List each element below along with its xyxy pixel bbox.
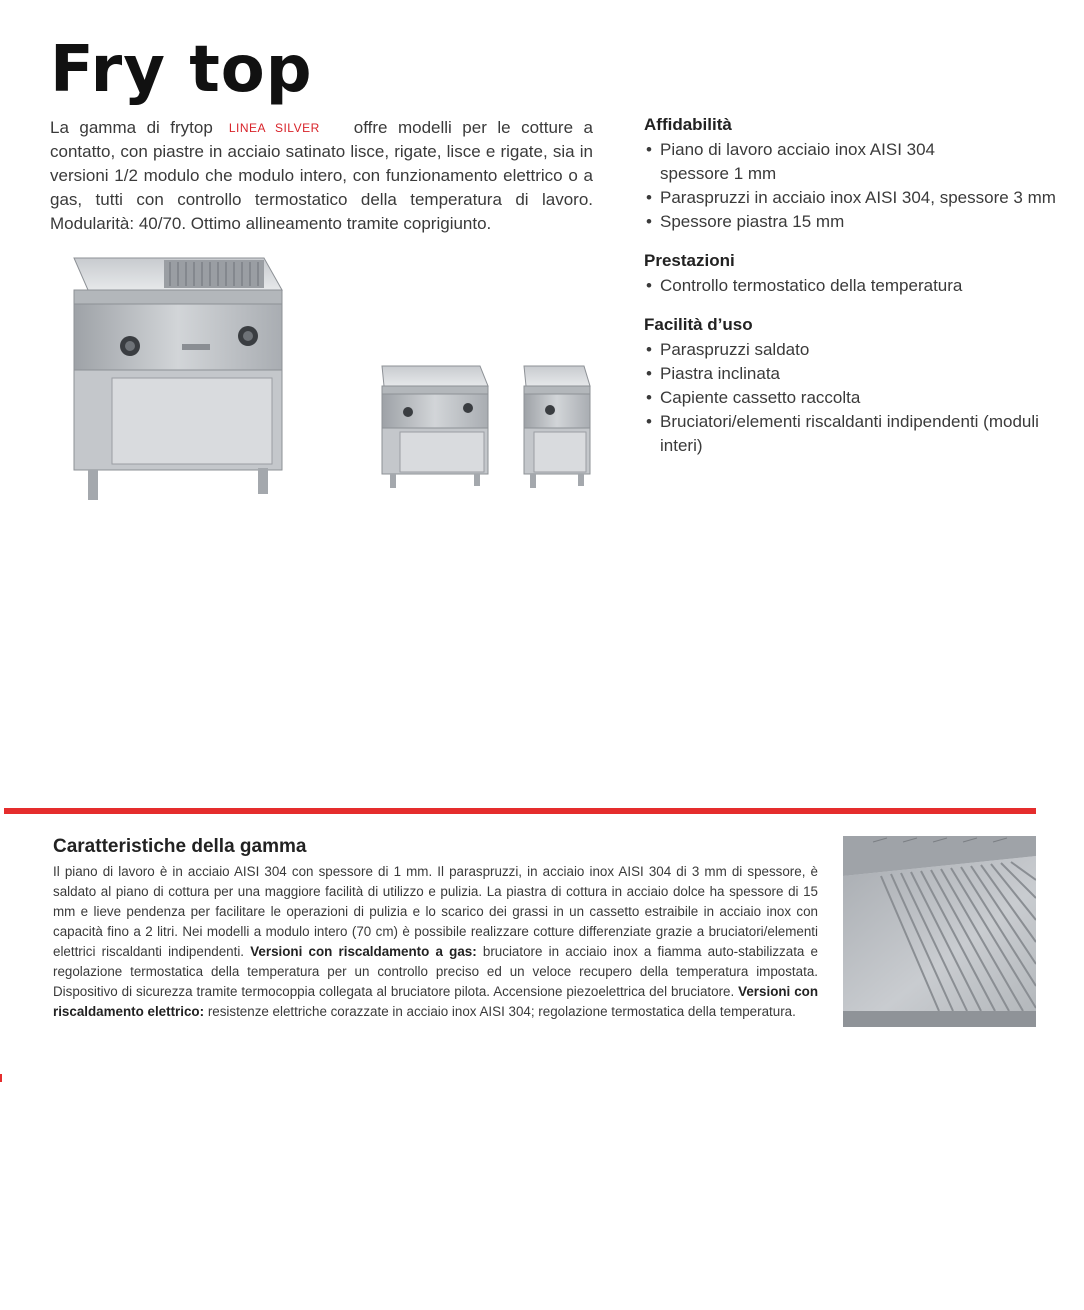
feature-group-affidabilita bbox=[644, 114, 1064, 234]
page-title: Fry top bbox=[50, 33, 313, 107]
feature-heading: Prestazioni bbox=[644, 251, 735, 270]
intro-lead: La gamma di frytop bbox=[50, 118, 213, 137]
brand-label: LINEA SILVER bbox=[228, 121, 320, 135]
feature-list bbox=[644, 338, 1064, 458]
feature-group-facilita-uso bbox=[644, 314, 1064, 458]
feature-list bbox=[644, 138, 1064, 234]
range-section bbox=[53, 836, 818, 1022]
feature-item-continuation: spessore 1 mm bbox=[660, 164, 777, 183]
feature-heading: Facilità d’uso bbox=[644, 315, 753, 334]
feature-heading: Affidabilità bbox=[644, 115, 732, 134]
intro-text: offre modelli per le cotture a contatto, con piastre in acciaio satinato lisce, rigate, lisce e rigate, sia in versioni 1/2 modulo che modulo intero, con funzionamento elettrico o a gas, tutti con controllo termostatico della temperatura di lavoro. Modularità: 40/70. Ottimo allineamento tramite coprigiunto. bbox=[50, 118, 593, 233]
electric-versions-text: resistenze elettriche corazzate in acciaio inox AISI 304; regolazione termostatica della temperatura. bbox=[207, 1004, 796, 1019]
feature-item: • Spessore piastra 15 mm bbox=[644, 210, 1064, 234]
feature-item: • Bruciatori/elementi riscaldanti indipendenti (moduli interi) bbox=[644, 410, 1064, 458]
fry-top-large-unit bbox=[74, 258, 282, 500]
feature-item: • Capiente cassetto raccolta bbox=[644, 386, 1064, 410]
fry-top-medium-unit bbox=[382, 366, 488, 488]
product-images bbox=[60, 250, 600, 535]
electric-versions-label: Versioni con riscaldamento elettrico: bbox=[53, 984, 818, 1019]
gas-versions-label: Versioni con riscaldamento a gas: bbox=[250, 944, 477, 959]
range-description bbox=[53, 862, 818, 1022]
plate-detail-image bbox=[843, 836, 1036, 1032]
features-panel bbox=[644, 114, 1064, 474]
section-divider bbox=[4, 808, 1036, 814]
fry-top-small-unit bbox=[524, 366, 590, 488]
fry-top-units-illustration bbox=[60, 250, 600, 530]
feature-item: • Paraspruzzi in acciaio inox AISI 304, spessore 3 mm bbox=[644, 186, 1064, 210]
intro-paragraph bbox=[50, 116, 593, 236]
feature-group-prestazioni bbox=[644, 250, 1064, 298]
grooved-plate-closeup bbox=[843, 836, 1036, 1027]
feature-list bbox=[644, 274, 1064, 298]
range-text-main: Il piano di lavoro è in acciaio AISI 304 con spessore di 1 mm. Il paraspruzzi, in acciaio inox AISI 304 di 3 mm di spessore, è saldato al piano di cottura per una maggiore facilità di utilizzo e pulizia. La piastra di cottura in acciaio dolce ha spessore di 15 mm e lieve pendenza per facilitare le operazioni di pulizia e lo scarico dei grassi in un cassetto estraibile in acciaio inox con capacità fino a 2 litri. Nei modelli a modulo intero (70 cm) è possibile realizzare cotture differenziate grazie a bruciatori/elementi elettrici riscaldanti indipendenti. bbox=[53, 864, 818, 959]
range-title: Caratteristiche della gamma bbox=[53, 836, 307, 857]
feature-item: • Paraspruzzi saldato bbox=[644, 338, 1064, 362]
feature-item-text: Piano di lavoro acciaio inox AISI 304 bbox=[660, 140, 936, 159]
gas-versions-text: bruciatore in acciaio inox a fiamma auto-stabilizzata e regolazione termostatica della temperatura per un controllo preciso ed un veloce recupero della temperatura impostata. Dispositivo di sicurezza tramite termocoppia collegata al bruciatore pilota. Accensione piezoelettrica del bruciatore. bbox=[53, 944, 818, 999]
feature-item: • Controllo termostatico della temperatura bbox=[644, 274, 1064, 298]
margin-mark bbox=[0, 1074, 2, 1082]
feature-item: • Piastra inclinata bbox=[644, 362, 1064, 386]
feature-item bbox=[644, 138, 1064, 186]
